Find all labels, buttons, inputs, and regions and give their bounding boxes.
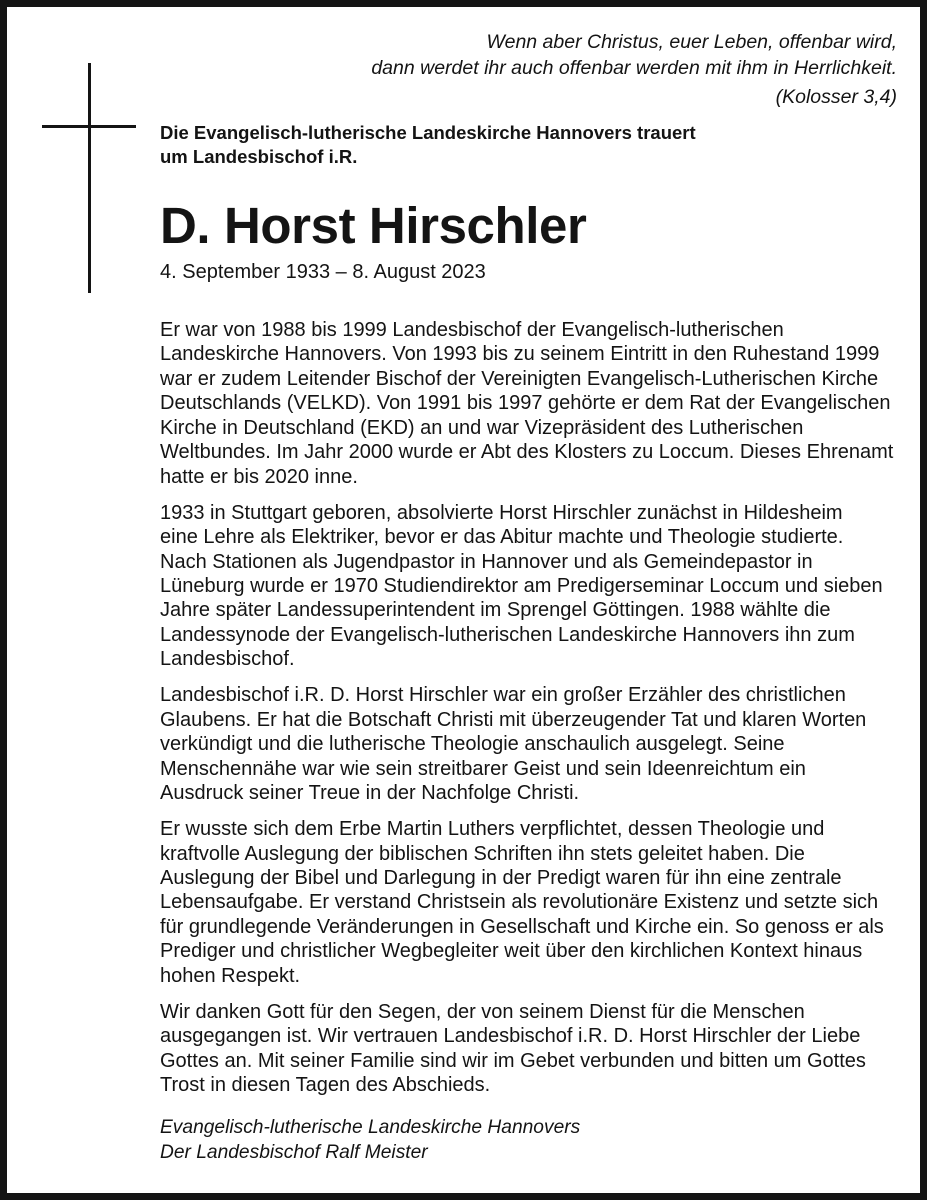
obituary-text	[160, 318, 900, 1109]
announcement	[160, 121, 696, 169]
text-line: Weltbundes. Im Jahr 2000 wurde er Abt des Klosters zu Loccum. Dieses Ehrenamt	[160, 441, 894, 464]
cross-horizontal-bar	[42, 125, 136, 128]
text-line: Er war von 1988 bis 1999 Landesbischof der Evangelisch-lutherischen	[160, 319, 784, 341]
text-line: Prediger und christlicher Wegbegleiter weit über den kirchlichen Kontext hinaus	[160, 940, 863, 963]
quote-reference: (Kolosser 3,4)	[775, 86, 897, 108]
text-line: 1933 in Stuttgart geboren, absolvierte Horst Hirschler zunächst in Hildesheim	[160, 501, 843, 524]
text-line: Auslegung der Bibel und Darlegung in der Predigt waren für ihn eine zentrale	[160, 867, 842, 890]
signature	[160, 1115, 580, 1165]
text-line: Wir danken Gott für den Segen, der von seinem Dienst für die Menschen	[160, 1000, 805, 1023]
text-line: Lebensaufgabe. Er verstand Christsein als revolutionäre Existenz und setzte sich	[160, 891, 879, 914]
paragraph	[160, 683, 900, 805]
quote-line: Wenn aber Christus, euer Leben, offenbar wird,	[486, 31, 897, 53]
text-line: Ausdruck seiner Treue in der Nachfolge Christi.	[160, 782, 580, 805]
text-line: Kirche in Deutschland (EKD) an und war Vizepräsident des Lutherischen	[160, 416, 804, 439]
cross-vertical-bar	[88, 63, 91, 293]
paragraph	[160, 1000, 900, 1098]
quote-line: dann werdet ihr auch offenbar werden mit ihm in Herrlichkeit.	[371, 57, 897, 79]
text-line: Landeskirche Hannovers. Von 1993 bis zu seinem Eintritt in den Ruhestand 1999	[160, 343, 880, 366]
paragraph	[160, 501, 900, 672]
text-line: Landesbischof.	[160, 648, 295, 671]
announcement-line: um Landesbischof i.R.	[160, 146, 358, 167]
text-line: Er wusste sich dem Erbe Martin Luthers verpflichtet, dessen Theologie und	[160, 818, 825, 841]
text-line: war er zudem Leitender Bischof der Vereinigten Evangelisch-Lutherischen Kirche	[160, 367, 879, 390]
text-line: Menschennähe war wie sein streitbarer Geist und sein Ideenreichtum ein	[160, 757, 806, 780]
text-line: kraftvolle Auslegung der biblischen Schriften ihn stets geleitet haben. Die	[160, 842, 805, 865]
life-dates: 4. September 1933 – 8. August 2023	[160, 261, 486, 283]
signature-line: Evangelisch-lutherische Landeskirche Hannovers	[160, 1117, 581, 1138]
text-line: verkündigt und die lutherische Theologie anschaulich ausgelegt. Seine	[160, 733, 785, 756]
text-line: Glaubens. Er hat die Botschaft Christi mit überzeugender Tat und klaren Worten	[160, 708, 867, 731]
deceased-name: D. Horst Hirschler	[160, 197, 587, 254]
bible-quote	[371, 29, 897, 81]
text-line: hohen Respekt.	[160, 964, 301, 987]
text-line: Nach Stationen als Jugendpastor in Hannover und als Gemeindepastor in	[160, 550, 813, 573]
text-line: für grundlegende Veränderungen in Gesellschaft und Kirche ein. So genoss er als	[160, 915, 884, 938]
text-line: Deutschlands (VELKD). Von 1991 bis 1997 gehörte er dem Rat der Evangelischen	[160, 392, 891, 415]
text-line: Landesbischof i.R. D. Horst Hirschler war ein großer Erzähler des christlichen	[160, 684, 846, 707]
text-line: Trost in diesen Tagen des Abschieds.	[160, 1074, 491, 1097]
signature-line: Der Landesbischof Ralf Meister	[160, 1142, 428, 1163]
text-line: eine Lehre als Elektriker, bevor er das Abitur machte und Theologie studierte.	[160, 526, 844, 549]
paragraph	[160, 817, 900, 988]
text-line: Jahre später Landessuperintendent im Sprengel Göttingen. 1988 wählte die	[160, 599, 831, 622]
text-line: Landessynode der Evangelisch-lutherischen Landeskirche Hannovers ihn zum	[160, 623, 855, 646]
text-line: ausgegangen ist. Wir vertrauen Landesbischof i.R. D. Horst Hirschler der Liebe	[160, 1025, 861, 1048]
cross-icon	[42, 63, 136, 293]
announcement-line: Die Evangelisch-lutherische Landeskirche Hannovers trauert	[160, 122, 696, 143]
text-line: Gottes an. Mit seiner Familie sind wir im Gebet verbunden und bitten um Gottes	[160, 1049, 866, 1072]
paragraph	[160, 318, 900, 489]
text-line: hatte er bis 2020 inne.	[160, 465, 358, 488]
text-line: Lüneburg wurde er 1970 Studiendirektor am Predigerseminar Loccum und sieben	[160, 575, 883, 598]
